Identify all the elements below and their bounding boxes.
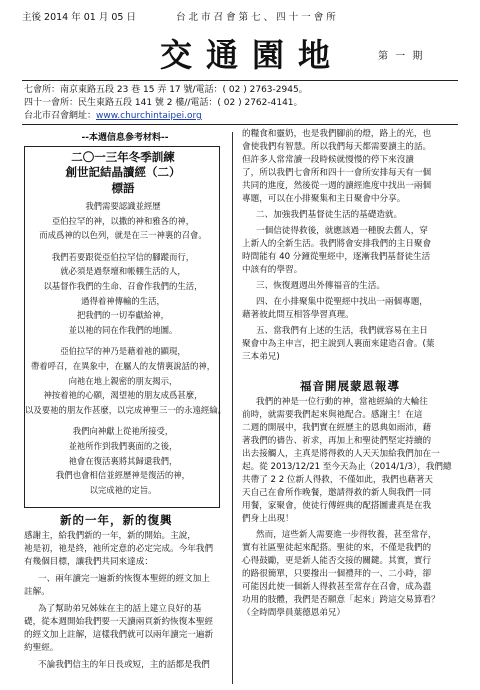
website-label: 台北市召會網址： [24,111,97,121]
slogan-heading: 標語 [111,181,135,195]
paragraph [24,530,226,569]
paragraph-line: 二、加強我們基督徒生活的基礎造就。 [256,210,403,220]
slogan-line: 我們若要跟從亞伯拉罕信的腳蹤而行， [51,251,195,262]
slogan-line: 我們也會相信並經歷神是復活的神， [56,470,190,481]
section-new-year-body [24,530,226,672]
slogan-line: 就必須是過祭壇和帳棚生活的人， [60,266,186,277]
training-subtitle: 創世記結晶讀經（二） [65,165,181,179]
slogan-line: 向祂在地上親密的朋友揭示， [68,375,178,386]
paragraph [24,659,226,672]
website-link[interactable]: www.churchintaipei.org [96,111,202,121]
paragraph-line: 註解。 [24,587,50,597]
paragraph [242,128,458,206]
paragraph-line: 藉著彼此問互相答學習真理。 [242,310,354,320]
slogan-line: 帶着呼召，在異象中，在屬人的友情裏說話的神， [30,361,216,371]
paragraph-line: 心得鼓勵，更是新人能否交接的關鍵。其實，實行 [242,556,432,566]
section-new-year-title: 新的一年，新的復興 [60,513,173,527]
slogan-line: 並以祂的同在作我們的地圖。 [68,324,178,335]
paragraph-line: 功用的肢體，我們是否願意「起來」跨這交易算看？ [242,595,440,605]
paragraph-line: 一、兩年讀完一遍新約恢復本聖經的經文加上 [38,574,210,584]
website-line [24,110,202,122]
paragraph-line: 時間能有 40 分鐘從聖經中，逐漸我們基督徒生活 [242,252,431,262]
paragraph-line: 感謝主，給我們新的一年，新的開始。主說， [24,531,196,541]
paragraph-line: 天自己在會所作晚餐，邀請得救的新人與我們一同 [242,488,432,498]
paragraph [242,225,458,277]
slogan-line: 神按着祂的心願，渴望祂的朋友成爲甚麼， [43,390,203,401]
paragraph-line: 三、恢復週週出外傳福音的生活。 [256,281,385,291]
header-divider-bottom [22,124,458,125]
paragraph-line: 二週的開展中，我們實在經歷主的恩典如雨沛，藉 [242,423,432,433]
slogan-line: 以基督作我們的生命、召會作我們的生活， [43,281,203,291]
paragraph-line: 前時，就需要我們起來與祂配合。感謝主！在這 [242,410,423,420]
paragraph-line: 三本弟兄) [242,352,280,362]
section-goals-continued [242,128,458,364]
training-slogan-box [24,146,226,508]
slogan-line: 祂會在復活裏將其歸還我們， [68,455,178,466]
column-divider [232,132,233,684]
paragraph-line: （全時間學員葉德恩弟兄） [242,608,346,618]
paragraph-line: 們身上出現！ [242,514,294,524]
header-divider [22,80,458,81]
paragraph-line: 了，所以我們七會所和四十一會所安排每天有一個 [242,168,432,178]
paragraph-line: 一個信徒得救後，就應該過一種脫去舊人，穿 [256,226,428,236]
paragraph-line: 我們的神是一位行動的神，當祂經綸的大輪往 [256,397,428,407]
paragraph [242,280,458,293]
church-name: 台 北 市 召 會 第 七 、 四 十 一 會 所 [175,12,336,23]
paragraph-line: 的經文加上註解，這樣我們就可以兩年讀完一遍新 [24,630,214,640]
paragraph-line: 的路很簡單，只要撥出一個禮拜的一、二小時，卻 [242,569,432,579]
paragraph-line: 出去接觸人，主真是將得救的人天天加給我們加在一 [242,449,440,459]
address-fortyone: 四十一會所：民生東路五段 141 號 2 樓//電話：( 02 ) 2762-4141。 [24,98,303,108]
paragraph-line: 但許多人常常讀一段時候就慢慢的停下來沒讀 [242,155,414,165]
paragraph [24,573,226,599]
paragraph [24,603,226,655]
slogan-line: 以及要祂的朋友作甚麼，以完成神聖三一的永遠經綸。 [25,404,226,415]
address-seven: 七會所：南京東路五段 23 巷 15 弄 17 號/電話：( 02 ) 2763-2945。 [24,85,308,95]
header-meta [22,11,336,24]
issue-date: 主後 2014 年 01 月 05 日 [22,12,136,23]
slogan-line: 亞伯拉罕的神，以撒的神和雅各的神， [51,215,195,226]
paragraph [242,296,458,322]
paragraph-line: 共帶了 2 2 位新人得救，不僅如此，我們也藉著天 [242,475,434,485]
paragraph-line: 共同的進度，然後從一週的讀經進度中找出一兩個 [242,181,432,191]
paragraph-line: 的糧食和靈奶，也是我們腳前的燈，路上的光，也 [242,129,432,139]
paragraph-line: 用餐，家聚會，使徒行傳經典的配搭圖畫真是在我 [242,501,432,511]
paragraph-line: 礎，從本週開始我們要一天讀兩頁新約恢復本聖經 [24,617,214,627]
reference-heading: --本週信息參考材料-- [81,133,169,143]
paragraph-line: 有幾個目標，讓我們共同來達成： [24,557,153,567]
paragraph-line: 實有社區聖徒起來配搭。聖徒的來，不僅是我們的 [242,543,432,553]
paragraph-line: 不論我們信主的年日長或短，主的話都是我們 [38,660,210,670]
newsletter-title: 交通園地 [160,36,345,74]
issue-number: 第 一 期 [378,51,425,62]
slogan-line: 我們向神獻上從祂所接受， [72,426,174,437]
slogan-line: 以完成祂的定旨。 [89,484,157,495]
paragraph-line: 聚會中為主申言，把主說到人裏面來建造召會。(葉 [242,339,435,349]
paragraph-line: 專題，可以在小排聚集和主日聚會中分享。 [242,194,406,204]
slogan-line: 把我們的一切奉獻給神， [76,310,170,321]
training-title: 二〇一三年冬季訓練 [71,150,175,164]
paragraph-line: 上新人的全新生活。我們將會安排我們的主日聚會 [242,239,432,249]
paragraph-line: 起。從 2013/12/21 至今天為止（2014/1/3），我們總 [242,462,452,472]
slogan-line: 我們需要認識並經歷 [85,201,161,211]
paragraph [242,529,458,620]
section-gospel-body [242,396,458,620]
paragraph-line: 約聖經。 [24,643,59,653]
paragraph [242,396,458,526]
paragraph [242,325,458,364]
paragraph-line: 可能因此使一個新人得救甚至常存在召會，成為盡 [242,582,432,592]
slogan-line: 並祂所作到我們裏面的之後， [68,441,178,451]
paragraph-line: 為了幫助弟兄姊妹在主的話上建立良好的基 [38,604,202,614]
slogan-line: 過得着神傳輸的生活， [81,295,165,306]
paragraph-line: 然而，這些新人需要進一步得牧養，甚至常存， [256,530,437,540]
paragraph-line: 著我們的禱告、祈求，再加上和聖徒們堅定持續的 [242,436,432,446]
paragraph-line: 會使我們有智慧。所以我們每天都需要讀主的話。 [242,142,432,152]
paragraph-line: 四、在小排聚集中從聖經中找出一兩個專題， [256,297,428,307]
slogan-line: 亞伯拉罕的神乃是藉着祂的顯現， [60,346,186,357]
paragraph [242,209,458,222]
paragraph-line: 五、當我們有上述的生活，我們就容易在主日 [256,326,428,336]
paragraph-line: 祂是初，祂是終，祂所定意的必定完成。今年我們 [24,544,214,554]
paragraph-line: 中該有的學習。 [242,265,303,275]
slogan-line: 而成爲神的以色列，就是在三一神裏的召會。 [39,230,207,241]
section-gospel-title: 福音開展蒙恩報導 [300,379,400,393]
